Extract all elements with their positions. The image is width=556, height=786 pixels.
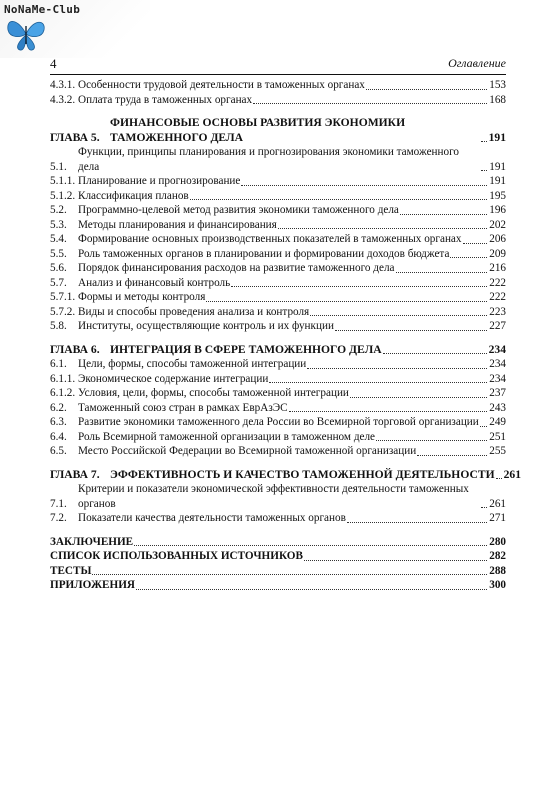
toc-entry-body — [78, 386, 506, 401]
toc-entry-title: Особенности трудовой деятельности в таможенных органах — [78, 79, 365, 91]
toc-entry[interactable] — [50, 357, 506, 372]
toc-entry-title: ЭФФЕКТИВНОСТЬ И КАЧЕСТВО ТАМОЖЕННОЙ ДЕЯТЕЛЬНОСТИ — [110, 467, 495, 481]
toc-entry-number: 6.4. — [50, 430, 67, 443]
toc-dot-leader — [335, 330, 487, 331]
toc-entry-number: ГЛАВА 7. — [50, 467, 100, 481]
toc-entry-title: Место Российской Федерации во Всемирной таможенной организации — [78, 445, 417, 457]
toc-entry-page: 288 — [489, 564, 506, 577]
toc-entry-title: Экономическое содержание интеграции — [78, 372, 269, 385]
toc-entry-page: 234 — [489, 372, 506, 385]
toc-dot-leader — [366, 89, 487, 90]
toc-entry[interactable] — [50, 203, 506, 218]
toc-entry-number: 5.7.2. — [50, 305, 76, 318]
toc-entry[interactable] — [50, 535, 506, 550]
toc-entry-title: Программно-целевой метод развития экономики таможенного дела — [78, 204, 399, 216]
toc-dot-leader — [206, 301, 487, 302]
toc-entry-number: ГЛАВА 6. — [50, 342, 100, 356]
toc-entry-body — [78, 203, 506, 218]
toc-entry-title: СПИСОК ИСПОЛЬЗОВАННЫХ ИСТОЧНИКОВ — [50, 550, 303, 562]
toc-dot-leader — [307, 368, 487, 369]
toc-entry-number: 7.1. — [50, 497, 67, 510]
toc-entry-page: 222 — [489, 276, 506, 289]
toc-entry-number: 5.6. — [50, 262, 67, 274]
toc-entry-number: 6.2. — [50, 401, 67, 414]
toc-dot-leader — [304, 560, 487, 561]
toc-entry[interactable] — [50, 401, 506, 416]
toc-entry-page: 300 — [489, 579, 506, 591]
toc-entry-body — [78, 174, 506, 189]
toc-dot-leader — [289, 411, 488, 412]
toc-entry-title: Формирование основных производственных показателей в таможенных органах — [78, 233, 462, 245]
toc-entry-page: 191 — [489, 160, 506, 173]
toc-entry-page: 261 — [489, 497, 506, 510]
toc-dot-leader — [241, 185, 487, 186]
toc-entry-page: 243 — [489, 401, 506, 414]
toc-entry-title: Планирование и прогнозирование — [78, 175, 241, 187]
toc-entry-title: Критерии и показатели экономической эффективности деятельности таможенных органов — [78, 483, 469, 510]
toc-entry-number: 5.1. — [50, 160, 67, 173]
toc-entry[interactable] — [50, 511, 506, 526]
section-gap — [50, 459, 506, 468]
toc-entry-body — [78, 93, 506, 108]
toc-dot-leader — [269, 382, 487, 383]
toc-dot-leader — [417, 455, 487, 456]
toc-entry-body — [78, 444, 506, 459]
toc-entry-body — [78, 78, 506, 93]
toc-dot-leader — [231, 286, 487, 287]
toc-entry-page: 261 — [503, 467, 521, 481]
toc-entry-page: 191 — [489, 175, 506, 187]
toc-entry[interactable] — [50, 319, 506, 334]
toc-entry[interactable] — [50, 578, 506, 593]
toc-entry-page: 196 — [489, 204, 506, 216]
toc-entry-page: 237 — [489, 387, 506, 399]
toc-entry[interactable] — [50, 261, 506, 276]
section-gap — [50, 526, 506, 535]
toc-entry-page: 206 — [489, 233, 506, 245]
toc-entry-body — [78, 372, 506, 387]
toc-entry-body — [78, 261, 506, 276]
toc-entry-page: 227 — [489, 320, 506, 332]
toc-entry-body — [50, 549, 506, 564]
toc-dot-leader — [310, 315, 487, 316]
toc-entry[interactable] — [50, 482, 506, 511]
toc-dot-leader — [481, 170, 487, 171]
toc-entry-number: 5.1.2. — [50, 189, 76, 202]
toc-entry-number: 6.5. — [50, 445, 67, 457]
toc-dot-leader — [350, 397, 487, 398]
toc-entry-page: 202 — [489, 218, 506, 231]
toc-entry-number: 6.1. — [50, 358, 67, 370]
toc-entry-body — [78, 305, 506, 320]
toc-entry-body — [78, 511, 506, 526]
toc-entry-body — [110, 467, 521, 483]
toc-chapter[interactable] — [50, 343, 506, 358]
toc-entry-title: Анализ и финансовый контроль — [78, 276, 231, 289]
toc-chapter[interactable] — [50, 467, 521, 483]
toc-dot-leader — [136, 589, 487, 590]
toc-entry-page: 216 — [489, 262, 506, 274]
toc-entry-title: Показатели качества деятельности таможенных органов — [78, 512, 346, 524]
toc-entry[interactable] — [50, 247, 506, 262]
toc-dot-leader — [134, 545, 487, 546]
toc-entry-number: 5.3. — [50, 218, 67, 231]
toc-entry-number: 6.3. — [50, 416, 67, 428]
butterfly-icon — [4, 14, 48, 54]
toc-entry-body — [78, 290, 506, 305]
toc-entry-body — [78, 482, 506, 511]
toc-dot-leader — [347, 522, 487, 523]
toc-entry-number: 5.5. — [50, 247, 67, 260]
toc-entry-page: 222 — [489, 291, 506, 303]
watermark-text: NoNaMe-Club — [4, 3, 81, 16]
toc-entry-number: 6.1.2. — [50, 387, 76, 399]
toc-entry-page: 282 — [489, 550, 506, 562]
toc-entry-body — [78, 276, 506, 291]
toc-entry-title: Условия, цели, формы, способы таможенной интеграции — [78, 387, 349, 399]
toc-entry[interactable] — [50, 386, 506, 401]
toc-entry-number: 6.1.1. — [50, 372, 76, 385]
toc-entry-body — [50, 564, 506, 579]
toc-dot-leader — [481, 141, 487, 142]
toc-entry-number: 5.2. — [50, 204, 67, 216]
toc-entry[interactable] — [50, 430, 506, 445]
toc-entry[interactable] — [50, 145, 506, 174]
toc-entry-number: 5.8. — [50, 320, 67, 332]
toc-entry-title: Функции, принципы планирования и прогнозирования экономики таможенного дела — [78, 146, 460, 173]
toc-entry-title: Методы планирования и финансирования — [78, 218, 277, 231]
toc-entry-body — [78, 189, 506, 204]
toc-entry[interactable] — [50, 189, 506, 204]
toc-entry-page: 251 — [489, 430, 506, 443]
header-rule — [50, 74, 506, 75]
toc-entry-body — [78, 357, 506, 372]
toc-dot-leader — [400, 214, 487, 215]
toc-entry-page: 234 — [489, 358, 506, 370]
toc-entry-body — [50, 578, 506, 593]
toc-entry-title: ФИНАНСОВЫЕ ОСНОВЫ РАЗВИТИЯ ЭКОНОМИКИ ТАМОЖЕННОГО ДЕЛА — [110, 116, 406, 144]
toc-entry-page: 195 — [489, 189, 506, 202]
toc-entry-body — [110, 116, 506, 145]
toc-entry-number: 7.2. — [50, 512, 67, 524]
toc-entry[interactable] — [50, 232, 506, 247]
toc-entry-page: 153 — [489, 79, 506, 91]
toc-entry-body — [50, 535, 506, 550]
toc-entry[interactable] — [50, 372, 506, 387]
toc-entry-title: Роль Всемирной таможенной организации в таможенном деле — [78, 430, 376, 443]
toc-dot-leader — [92, 574, 487, 575]
toc-entry[interactable] — [50, 218, 506, 233]
toc-dot-leader — [480, 426, 487, 427]
toc-dot-leader — [396, 272, 488, 273]
toc-entry[interactable] — [50, 415, 506, 430]
toc-entry-title: Оплата труда в таможенных органах — [78, 93, 253, 106]
toc-entry-body — [78, 218, 506, 233]
toc-entry-body — [78, 415, 506, 430]
toc-entry[interactable] — [50, 444, 506, 459]
toc-dot-leader — [253, 103, 487, 104]
toc-dot-leader — [376, 440, 487, 441]
toc-entry-page: 271 — [489, 512, 506, 524]
running-head: Оглавление — [448, 56, 506, 70]
toc-entry-page: 280 — [489, 535, 506, 548]
toc-dot-leader — [450, 257, 487, 258]
toc-entry-number: 5.7.1. — [50, 291, 76, 303]
toc-entry-page: 191 — [488, 130, 506, 144]
toc-entry-body — [78, 145, 506, 174]
toc-entry-body — [78, 430, 506, 445]
toc-entry-body — [78, 232, 506, 247]
page-number: 4 — [50, 56, 57, 71]
toc-entry[interactable] — [50, 276, 506, 291]
toc-dot-leader — [481, 507, 487, 508]
toc-entry-page: 234 — [488, 342, 506, 356]
table-of-contents — [50, 78, 521, 593]
section-gap — [50, 334, 506, 343]
toc-entry-number: 5.1.1. — [50, 175, 76, 187]
toc-dot-leader — [496, 478, 502, 479]
toc-entry[interactable] — [50, 564, 506, 579]
toc-entry[interactable] — [50, 93, 506, 108]
toc-entry-title: ТЕСТЫ — [50, 564, 92, 577]
toc-entry-title: Классификация планов — [78, 189, 189, 202]
toc-entry-body — [110, 343, 506, 358]
toc-entry[interactable] — [50, 549, 506, 564]
toc-entry-page: 209 — [489, 247, 506, 260]
toc-entry-page: 255 — [489, 445, 506, 457]
toc-entry-number: 4.3.1. — [50, 79, 76, 91]
toc-entry-page: 223 — [489, 305, 506, 318]
toc-entry-title: Виды и способы проведения анализа и контроля — [78, 305, 310, 318]
toc-entry[interactable] — [50, 305, 506, 320]
toc-entry-title: Развитие экономики таможенного дела России во Всемирной торговой организации — [78, 416, 479, 428]
watermark-corner — [0, 0, 150, 58]
toc-entry-number: 4.3.2. — [50, 93, 76, 106]
toc-entry-body — [78, 247, 506, 262]
toc-entry[interactable] — [50, 78, 506, 93]
toc-entry[interactable] — [50, 290, 506, 305]
toc-dot-leader — [278, 228, 487, 229]
toc-entry[interactable] — [50, 174, 506, 189]
toc-entry-page: 168 — [489, 93, 506, 106]
toc-entry-title: Формы и методы контроля — [78, 291, 206, 303]
toc-entry-title: Роль таможенных органов в планировании и формировании доходов бюджета — [78, 247, 450, 260]
toc-entry-title: Порядок финансирования расходов на развитие таможенного дела — [78, 262, 395, 274]
toc-entry-title: ИНТЕГРАЦИЯ В СФЕРЕ ТАМОЖЕННОГО ДЕЛА — [110, 342, 382, 356]
toc-entry-title: Институты, осуществляющие контроль и их функции — [78, 320, 334, 332]
toc-entry-body — [78, 401, 506, 416]
toc-entry-number: 5.4. — [50, 233, 67, 245]
toc-entry-number: ГЛАВА 5. — [50, 130, 100, 144]
toc-entry-number: 5.7. — [50, 276, 67, 289]
section-gap — [50, 107, 506, 116]
toc-dot-leader — [383, 353, 487, 354]
toc-dot-leader — [190, 199, 488, 200]
toc-entry-title: Цели, формы, способы таможенной интеграции — [78, 358, 307, 370]
toc-chapter[interactable] — [50, 116, 506, 145]
toc-entry-title: Таможенный союз стран в рамках ЕврАзЭС — [78, 401, 288, 414]
toc-entry-body — [78, 319, 506, 334]
toc-entry-title: ЗАКЛЮЧЕНИЕ — [50, 535, 134, 548]
toc-dot-leader — [463, 243, 488, 244]
toc-entry-title: ПРИЛОЖЕНИЯ — [50, 579, 136, 591]
toc-entry-page: 249 — [489, 416, 506, 428]
